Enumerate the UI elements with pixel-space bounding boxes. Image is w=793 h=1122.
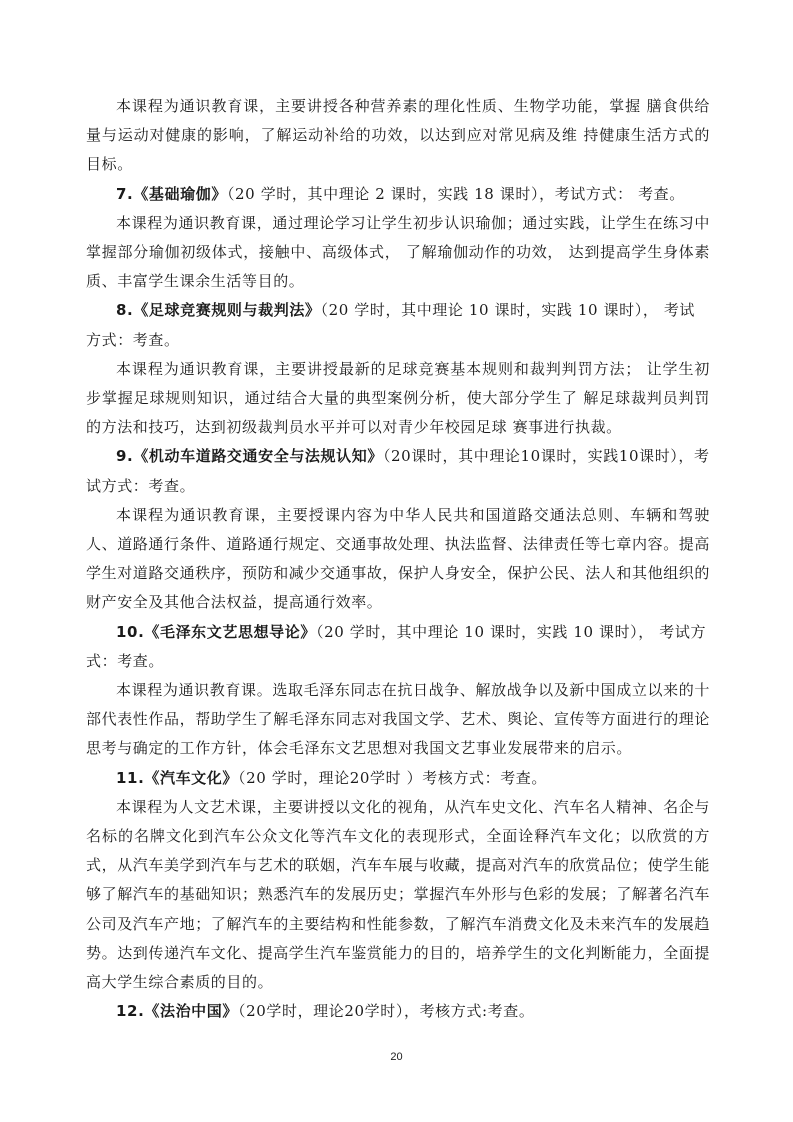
section-9-heading bbox=[86, 442, 710, 500]
section-10-meta: （20 学时，其中理论 10 课时，实践 10 课时）， 考试方式：考查。 bbox=[86, 622, 707, 670]
section-11-body: 本课程为人文艺术课，主要讲授以文化的视角，从汽车史文化、汽车名人精神、名企与名标的名牌文化到汽车公众文化等汽车文化的表现形式，全面诠释汽车文化；以欣赏的方式，从汽车美学到汽车与艺术的联姻，汽车车展与收藏，提高对汽车的欣赏品位；使学生能够了解汽车的基础知识；熟悉汽车的发展历史；掌握汽车外形与色彩的发展；了解著名汽车公司及汽车产地；了解汽车的主要结构和性能参数，了解汽车消费文化及未来汽车的发展趋势。达到传递汽车文化、提高学生汽车鉴赏能力的目的，培养学生的文化判断能力，全面提高大学生综合素质的目的。 bbox=[86, 797, 711, 992]
section-9-meta: （20课时，其中理论10课时，实践10课时），考试方式：考查。 bbox=[86, 447, 710, 495]
section-9-body: 本课程为通识教育课，主要授课内容为中华人民共和国道路交通法总则、车辆和驾驶人、道路通行条件、道路通行规定、交通事故处理、执法监督、法律责任等七章内容。提高学生对道路交通秩序，预防和减少交通事故，保护人身安全，保护公民、法人和其他组织的财产安全及其他合法权益，提高通行效率。 bbox=[86, 505, 711, 612]
section-10-body: 本课程为通识教育课。选取毛泽东同志在抗日战争、解放战争以及新中国成立以来的十部代表性作品，帮助学生了解毛泽东同志对我国文学、艺术、舆论、宣传等方面进行的理论思考与确定的工作方针，体会毛泽东文艺思想对我国文艺事业发展带来的启示。 bbox=[86, 681, 711, 758]
section-12-heading bbox=[86, 997, 710, 1026]
section-11-heading bbox=[86, 764, 710, 793]
section-10-heading bbox=[86, 618, 710, 676]
section-9-title: 9.《机动车道路交通安全与法规认知》 bbox=[116, 447, 383, 466]
section-8-heading bbox=[86, 296, 710, 354]
section-8-meta: （20 学时，其中理论 10 课时，实践 10 课时）， 考试方式：考查。 bbox=[86, 301, 696, 349]
section-8-body: 本课程为通识教育课，主要讲授最新的足球竞赛基本规则和裁判判罚方法； 让学生初步掌握足球规则知识，通过结合大量的典型案例分析，使大部分学生了 解足球裁判员判罚的方法和技巧，达到初级裁判员水平并可以对青少年校园足球 赛事进行执裁。 bbox=[86, 359, 710, 437]
page-number: 20 bbox=[390, 1051, 403, 1063]
section-7-meta: （20 学时，其中理论 2 课时，实践 18 课时），考试方式： 考查。 bbox=[226, 184, 685, 203]
page-content bbox=[86, 92, 710, 1027]
section-7-body: 本课程为通识教育课，通过理论学习让学生初步认识瑜伽；通过实践，让学生在练习中掌握部分瑜伽初级体式，接触中、高级体式， 了解瑜伽动作的功效， 达到提高学生身体素质、丰富学生课余生活等目的。 bbox=[86, 213, 710, 291]
section-8-title: 8.《足球竞赛规则与裁判法》 bbox=[116, 301, 321, 320]
section-7-title: 7.《基础瑜伽》 bbox=[116, 184, 227, 203]
section-12-meta: （20学时，理论20学时），考核方式:考查。 bbox=[237, 1002, 535, 1021]
section-12-title: 12.《法治中国》 bbox=[116, 1002, 238, 1021]
section-10-title: 10.《毛泽东文艺思想导论》 bbox=[116, 622, 316, 641]
section-11-meta: （20 学时，理论20学时 ）考核方式：考查。 bbox=[237, 768, 547, 787]
section-11-title: 11.《汽车文化》 bbox=[116, 768, 238, 787]
section-7-heading bbox=[86, 180, 710, 209]
section-6-body: 本课程为通识教育课，主要讲授各种营养素的理化性质、生物学功能，掌握 膳食供给量与运动对健康的影响，了解运动补给的功效，以达到应对常见病及维 持健康生活方式的目标。 bbox=[86, 97, 710, 174]
